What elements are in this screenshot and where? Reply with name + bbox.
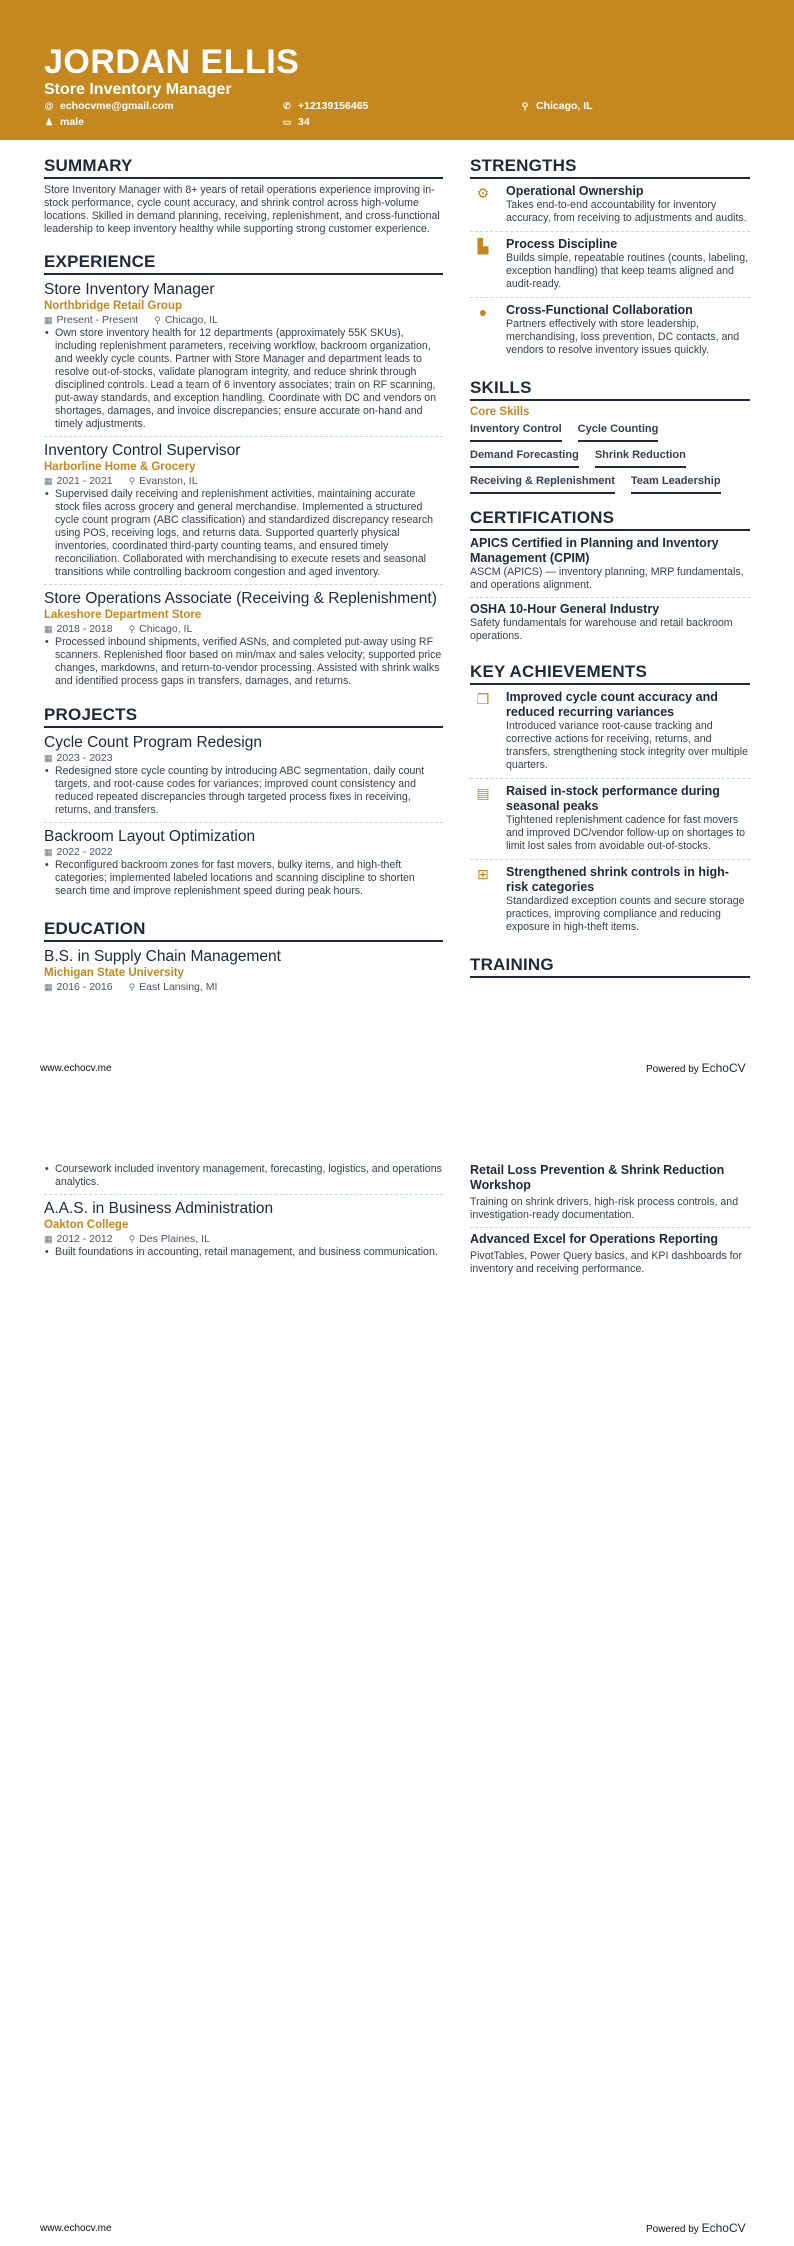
job-title: Store Operations Associate (Receiving & Replenishment) — [44, 590, 437, 607]
achievement-desc: Introduced variance root-cause tracking and corrective actions for receiving, returns, and transfers, strengthening stock integrity over multiple quarters. — [506, 720, 749, 771]
candidate-title: Store Inventory Manager — [44, 81, 232, 98]
strength-item — [470, 303, 750, 363]
location-text: Chicago, IL — [536, 100, 593, 112]
project-title: Cycle Count Program Redesign — [44, 734, 262, 751]
training-title: Retail Loss Prevention & Shrink Reduction Workshop — [470, 1163, 725, 1192]
certification-item — [470, 602, 750, 648]
strength-desc: Partners effectively with store leadership, merchandising, loss prevention, DC contacts, and vendors to resolve inventory issues quickly. — [506, 318, 740, 356]
section-achievements-heading: KEY ACHIEVEMENTS — [470, 662, 750, 685]
achievement-title: Improved cycle count accuracy and reduced recurring variances — [506, 690, 718, 719]
section-strengths-heading: STRENGTHS — [470, 156, 750, 179]
education-entry — [44, 1199, 443, 1259]
candidate-name: JORDAN ELLIS — [44, 43, 300, 81]
email-contact[interactable] — [44, 100, 174, 112]
project-dates: 2023 - 2023 — [56, 752, 113, 764]
gear-icon: ⚙ — [476, 185, 490, 201]
company-name: Harborline Home & Grocery — [44, 461, 196, 473]
document-icon: ▙ — [477, 238, 489, 254]
job-meta — [44, 623, 443, 636]
calendar-icon: ▦ — [44, 753, 53, 763]
map-pin-icon: ⚲ — [128, 1234, 136, 1244]
skill-tag: Inventory Control — [470, 420, 562, 442]
right-column — [470, 156, 750, 983]
at-icon: @ — [44, 101, 54, 111]
project-meta — [44, 752, 443, 765]
skill-group-title: Core Skills — [470, 406, 530, 418]
map-pin-icon: ⚲ — [128, 982, 136, 992]
map-pin-icon: ⚲ — [521, 100, 529, 111]
job-location: Evanston, IL — [139, 475, 198, 487]
location-contact — [520, 100, 593, 112]
education-meta — [44, 1233, 443, 1246]
map-pin-icon: ⚲ — [128, 624, 136, 634]
certification-title: OSHA 10-Hour General Industry — [470, 602, 660, 616]
section-education-heading: EDUCATION — [44, 919, 443, 942]
project-entry — [44, 733, 443, 823]
strength-desc: Takes end-to-end accountability for inventory accuracy, from receiving to adjustments and audits. — [506, 199, 747, 224]
footer-powered-by — [646, 1061, 746, 1075]
experience-entry — [44, 280, 443, 437]
company-name: Lakeshore Department Store — [44, 609, 202, 621]
project-title: Backroom Layout Optimization — [44, 828, 256, 845]
phone-contact[interactable] — [282, 100, 368, 112]
calendar-icon: ▦ — [44, 476, 53, 486]
section-skills-heading: SKILLS — [470, 378, 750, 401]
job-meta — [44, 475, 443, 488]
age-contact — [282, 116, 310, 128]
education-entry-continued — [44, 1163, 443, 1195]
job-title: Inventory Control Supervisor — [44, 442, 241, 459]
job-dates: 2021 - 2021 — [56, 475, 113, 487]
gender-contact — [44, 116, 84, 128]
strength-desc: Builds simple, repeatable routines (counts, labeling, exception handling) that keep teams aligned and audit-ready. — [506, 252, 749, 290]
phone-icon: ✆ — [283, 100, 291, 111]
section-summary-heading: SUMMARY — [44, 156, 443, 179]
training-desc: PivotTables, Power Query basics, and KPI dashboards for inventory and receiving performance. — [470, 1250, 743, 1275]
job-meta — [44, 314, 443, 327]
section-experience-heading: EXPERIENCE — [44, 252, 443, 275]
user-icon: ♟ — [44, 116, 54, 127]
footer-powered-by — [646, 2221, 746, 2235]
certification-title: APICS Certified in Planning and Inventory Management (CPIM) — [470, 536, 719, 565]
section-training-heading: TRAINING — [470, 955, 750, 978]
calendar-icon: ▦ — [44, 982, 53, 992]
job-title: Store Inventory Manager — [44, 281, 215, 298]
experience-entry — [44, 589, 443, 693]
strength-title: Process Discipline — [506, 237, 618, 251]
calendar-icon: ▭ — [282, 116, 292, 127]
skill-tag: Shrink Reduction — [595, 446, 686, 468]
chat-icon: ● — [478, 304, 488, 320]
achievement-desc: Standardized exception counts and secure storage practices, improving compliance and reducing exposure in high-theft items. — [506, 895, 745, 933]
education-dates: 2016 - 2016 — [56, 981, 113, 993]
school-name: Oakton College — [44, 1219, 129, 1231]
echocv-brand[interactable]: EchoCV — [701, 2221, 746, 2235]
summary-text: Store Inventory Manager with 8+ years of retail operations experience improving in-stock performance, cycle count accuracy, and shrink control across high-volume locations. Skilled in demand planning, receiving, replenishment, and cross-functional leadership to keep inventory healthy while supporting strong customer experience. — [44, 184, 440, 235]
section-projects-heading: PROJECTS — [44, 705, 443, 728]
training-item — [470, 1163, 750, 1228]
job-bullet: • Own store inventory health for 12 departments (approximately 55K SKUs), including replenishment parameters, receiving workflow, backroom organization, and weekly cycle counts. Partner with Store Manager and department leads to resolve out-of-stocks, validate planogram integrity, and reduce shrink through disciplined controls. Lead a team of 6 inventory associates; train on RF scanning, put-away standards, and exception handling. Coordinate with DC and vendors on shortages, damages, and invoice discrepancies; ensure accurate on-hand and timely adjustments. — [44, 327, 443, 431]
gender-text: male — [60, 116, 84, 128]
map-pin-icon: ⚲ — [128, 476, 136, 486]
project-meta — [44, 846, 443, 859]
education-entry — [44, 947, 443, 994]
echocv-brand[interactable]: EchoCV — [701, 1061, 746, 1075]
certification-desc: ASCM (APICS) — inventory planning, MRP fundamentals, and operations alignment. — [470, 566, 744, 591]
skills-list — [470, 420, 750, 494]
degree: B.S. in Supply Chain Management — [44, 948, 281, 965]
calendar-icon: ▦ — [44, 315, 53, 325]
training-desc: Training on shrink drivers, high-risk process controls, and investigation-ready documentation. — [470, 1196, 739, 1221]
job-bullet: • Processed inbound shipments, verified ASNs, and completed put-away using RF scanners. Replenished floor based on min/max and sales velocity; supported price changes, markdowns, and return-to-vendor processing. Assisted with shrink walks and identified process gaps in transfers, damages, and returns. — [44, 636, 443, 688]
education-dates: 2012 - 2012 — [56, 1233, 113, 1245]
achievement-item — [470, 865, 750, 940]
education-meta — [44, 981, 443, 994]
strength-title: Operational Ownership — [506, 184, 644, 198]
job-location: Chicago, IL — [139, 623, 193, 635]
skill-tag: Cycle Counting — [578, 420, 659, 442]
left-column-continued — [44, 1163, 443, 1259]
job-dates: Present - Present — [56, 314, 139, 326]
powered-by-text: Powered by — [646, 1064, 699, 1075]
training-item — [470, 1232, 750, 1281]
education-bullet: • Coursework included inventory management, forecasting, logistics, and operations analytics. — [44, 1163, 443, 1189]
education-location: Des Plaines, IL — [139, 1233, 210, 1245]
strength-item — [470, 237, 750, 298]
achievement-title: Raised in-stock performance during seasonal peaks — [506, 784, 720, 813]
education-bullet: • Built foundations in accounting, retail management, and business communication. — [44, 1246, 443, 1259]
job-dates: 2018 - 2018 — [56, 623, 113, 635]
skill-tag: Receiving & Replenishment — [470, 472, 615, 494]
skill-tag: Team Leadership — [631, 472, 721, 494]
strength-title: Cross-Functional Collaboration — [506, 303, 693, 317]
calendar-icon: ▦ — [44, 1234, 53, 1244]
certification-item — [470, 536, 750, 598]
strength-item — [470, 184, 750, 232]
project-dates: 2022 - 2022 — [56, 846, 113, 858]
calendar-icon: ▦ — [44, 847, 53, 857]
phone-text: +12139156465 — [298, 100, 369, 112]
footer-site-link[interactable]: www.echocv.me — [40, 2223, 112, 2234]
achievement-desc: Tightened replenishment cadence for fast movers and improved DC/vendor follow-up on shortages to limit lost sales from avoidable out-of-stocks. — [506, 814, 746, 852]
education-location: East Lansing, MI — [139, 981, 218, 993]
degree: A.A.S. in Business Administration — [44, 1200, 274, 1217]
section-certifications-heading: CERTIFICATIONS — [470, 508, 750, 531]
project-bullet: • Redesigned store cycle counting by introducing ABC segmentation, daily count targets, and root-cause codes for variances; improved count consistency and reduced repeated discrepancies through targeted process fixes in receiving, returns, and transfers. — [44, 765, 443, 817]
experience-entry — [44, 441, 443, 585]
calendar-chart-icon: ▤ — [476, 785, 490, 801]
skill-tag: Demand Forecasting — [470, 446, 579, 468]
left-column — [44, 156, 443, 994]
job-bullet: • Supervised daily receiving and replenishment activities, maintaining accurate stock files across grocery and general merchandise. Implemented a structured cycle count program (ABC classification) and standardized discrepancy research using POS, receiving logs, and returns data. Supported quarterly physical inventories, coordinated third-party counting teams, and ensured timely reconciliation. Collaborated with merchandising to execute resets and seasonal transitions while controlling backroom congestion and aged inventory. — [44, 488, 443, 579]
age-text: 34 — [298, 116, 310, 128]
map-pin-icon: ⚲ — [154, 315, 161, 325]
copy-icon: ❐ — [476, 691, 490, 707]
achievement-item — [470, 690, 750, 779]
certification-desc: Safety fundamentals for warehouse and retail backroom operations. — [470, 617, 733, 642]
right-column-continued — [470, 1163, 750, 1285]
job-location: Chicago, IL — [164, 314, 218, 326]
project-bullet: • Reconfigured backroom zones for fast movers, bulky items, and high-theft categories; implemented labeled locations and scanning discipline to shorten search time and improve replenishment speed during peak hours. — [44, 859, 443, 898]
resume-header — [0, 0, 794, 140]
project-entry — [44, 827, 443, 903]
achievement-item — [470, 784, 750, 860]
email-text: echocvme@gmail.com — [60, 100, 174, 112]
resume-page-2 — [0, 1123, 794, 2246]
achievement-title: Strengthened shrink controls in high-risk categories — [506, 865, 729, 894]
footer-site-link[interactable]: www.echocv.me — [40, 1063, 112, 1074]
file-plus-icon: ⊞ — [477, 866, 489, 882]
company-name: Northbridge Retail Group — [44, 300, 182, 312]
powered-by-text: Powered by — [646, 2224, 699, 2235]
calendar-icon: ▦ — [44, 624, 53, 634]
school-name: Michigan State University — [44, 967, 184, 979]
training-title: Advanced Excel for Operations Reporting — [470, 1232, 718, 1246]
